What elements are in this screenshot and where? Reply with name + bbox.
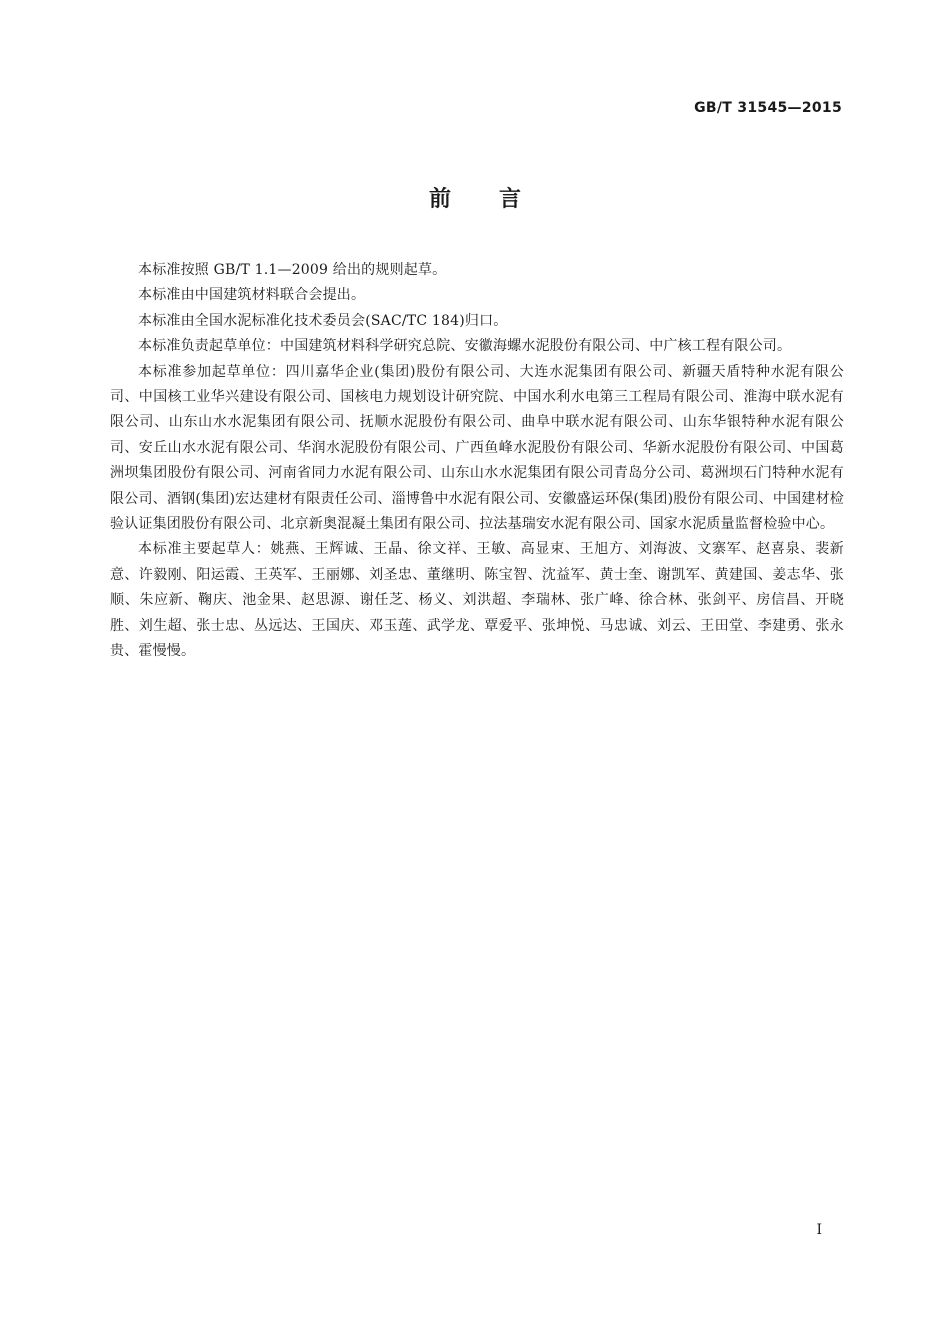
page-number: I: [816, 1222, 822, 1238]
paragraph-lead-drafters: 本标准负责起草单位：中国建筑材料科学研究总院、安徽海螺水泥股份有限公司、中广核工程有限公司。: [138, 338, 792, 355]
paragraph-participating-units: 本标准参加起草单位：四川嘉华企业(集团)股份有限公司、大连水泥集团有限公司、新疆天盾特种水泥有限公司、中国核工业华兴建设有限公司、国核电力规划设计研究院、中国水利水电第三工程局有限公司、淮海中联水泥有限公司、山东山水水泥集团有限公司、抚顺水泥股份有限公司、曲阜中联水泥有限公司、山东华银特种水泥有限公司、安丘山水水泥有限公司、华润水泥股份有限公司、广西鱼峰水泥股份有限公司、华新水泥股份有限公司、中国葛洲坝集团股份有限公司、河南省同力水泥有限公司、山东山水水泥集团有限公司青岛分公司、葛洲坝石门特种水泥有限公司、酒钢(集团)宏达建材有限责任公司、淄博鲁中水泥有限公司、安徽盛运环保(集团)股份有限公司、中国建材检验认证集团股份有限公司、北京新奥混凝土集团有限公司、拉法基瑞安水泥有限公司、国家水泥质量监督检验中心。: [110, 363, 844, 533]
title-char-1: 前: [428, 187, 451, 212]
paragraph-proposer: 本标准由中国建筑材料联合会提出。: [138, 287, 366, 304]
paragraph-main-drafters: 本标准主要起草人：姚燕、王辉诚、王晶、徐文祥、王敏、高显束、王旭方、刘海波、文寨军、赵喜泉、裴新意、许毅刚、阳运霞、王英军、王丽娜、刘圣忠、董继明、陈宝智、沈益军、黄士奎、谢凯军、黄建国、姜志华、张顺、朱应新、鞠庆、池金果、赵思源、谢任芝、杨义、刘洪超、李瑞林、张广峰、徐合林、张剑平、房信昌、开晓胜、刘生超、张士忠、丛远达、王国庆、邓玉莲、武学龙、覃爱平、张坤悦、马忠诚、刘云、王田堂、李建勇、张永贵、霍慢慢。: [110, 541, 844, 660]
foreword-body: [110, 258, 844, 665]
paragraph-drafting-rules: 本标准按照 GB/T 1.1—2009 给出的规则起草。: [138, 262, 447, 278]
page-title: [0, 182, 950, 213]
title-char-2: 言: [499, 187, 522, 212]
paragraph-committee: 本标准由全国水泥标准化技术委员会(SAC/TC 184)归口。: [138, 312, 508, 329]
standard-number: GB/T 31545—2015: [694, 100, 842, 116]
